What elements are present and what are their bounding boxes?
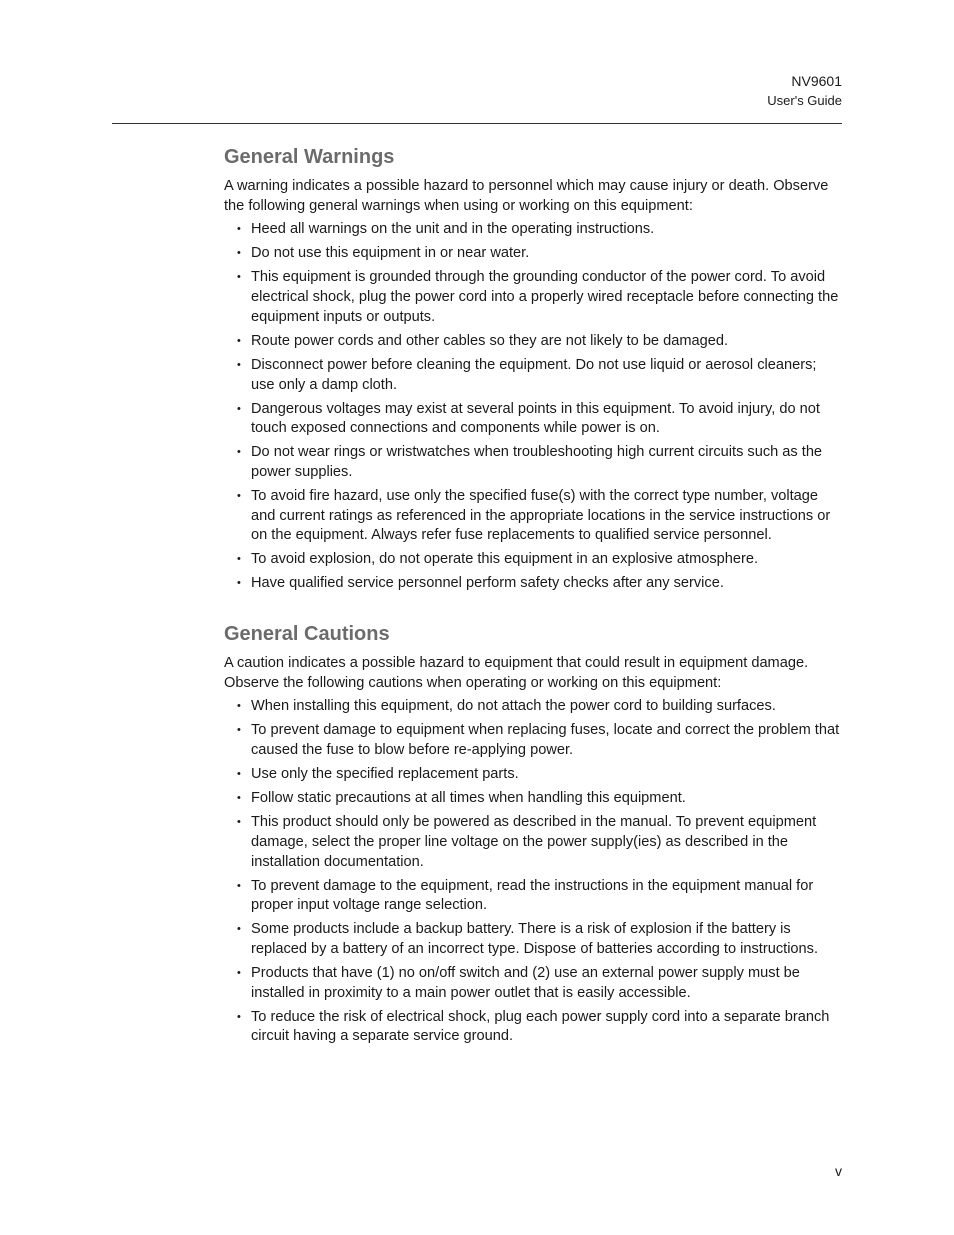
warning-item: • To avoid fire hazard, use only the specified fuse(s) with the correct type number, voltage and current ratings as referenced in the appropriate locations in the service instructions or on the equipment. Always refer fuse replacements to qualified service personnel. [251,487,842,546]
header-divider [112,123,842,124]
general-cautions-heading: General Cautions [224,623,390,646]
general-cautions-section [224,620,842,1047]
page-content [224,143,842,1051]
warning-item: • Do not wear rings or wristwatches when troubleshooting high current circuits such as the power supplies. [251,443,842,482]
page-number: v [835,1163,842,1179]
warning-item: • Disconnect power before cleaning the equipment. Do not use liquid or aerosol cleaners; use only a damp cloth. [251,356,842,395]
general-cautions-list [224,697,842,1047]
caution-item: • To reduce the risk of electrical shock, plug each power supply cord into a separate branch circuit having a separate service ground. [251,1008,842,1047]
header-document-title: User's Guide [767,93,842,108]
caution-item: • Use only the specified replacement parts. [251,765,842,785]
caution-item: • Products that have (1) no on/off switch and (2) use an external power supply must be installed in proximity to a main power outlet that is easily accessible. [251,964,842,1003]
warning-item: • Dangerous voltages may exist at several points in this equipment. To avoid injury, do not touch exposed connections and components while power is on. [251,400,842,439]
general-warnings-intro: A warning indicates a possible hazard to personnel which may cause injury or death. Observe the following general warnings when using or working on this equipment: [224,178,829,214]
warning-item: • Have qualified service personnel perform safety checks after any service. [251,574,842,594]
page-header [767,71,842,111]
caution-item: • To prevent damage to the equipment, read the instructions in the equipment manual for proper input voltage range selection. [251,877,842,916]
caution-item: • This product should only be powered as described in the manual. To prevent equipment damage, select the proper line voltage on the power supply(ies) as described in the installation documentation. [251,813,842,872]
general-warnings-heading: General Warnings [224,146,395,168]
general-warnings-list [224,220,842,594]
caution-item: • To prevent damage to equipment when replacing fuses, locate and correct the problem that caused the fuse to blow before re-applying power. [251,721,842,760]
caution-item: • Some products include a backup battery. There is a risk of explosion if the battery is replaced by a battery of an incorrect type. Dispose of batteries according to instructions. [251,920,842,959]
caution-item: • Follow static precautions at all times when handling this equipment. [251,789,842,809]
warning-item: • Route power cords and other cables so they are not likely to be damaged. [251,332,842,352]
warning-item: • This equipment is grounded through the grounding conductor of the power cord. To avoid electrical shock, plug the power cord into a properly wired receptacle before connecting the equipment inputs or outputs. [251,268,842,327]
general-cautions-intro: A caution indicates a possible hazard to equipment that could result in equipment damage. Observe the following cautions when operating or working on this equipment: [224,655,809,691]
caution-item: • When installing this equipment, do not attach the power cord to building surfaces. [251,697,842,717]
warning-item: • To avoid explosion, do not operate this equipment in an explosive atmosphere. [251,550,842,570]
warning-item: • Do not use this equipment in or near water. [251,244,842,264]
header-product-name: NV9601 [791,73,842,89]
warning-item: • Heed all warnings on the unit and in the operating instructions. [251,220,842,240]
general-warnings-section [224,143,842,594]
